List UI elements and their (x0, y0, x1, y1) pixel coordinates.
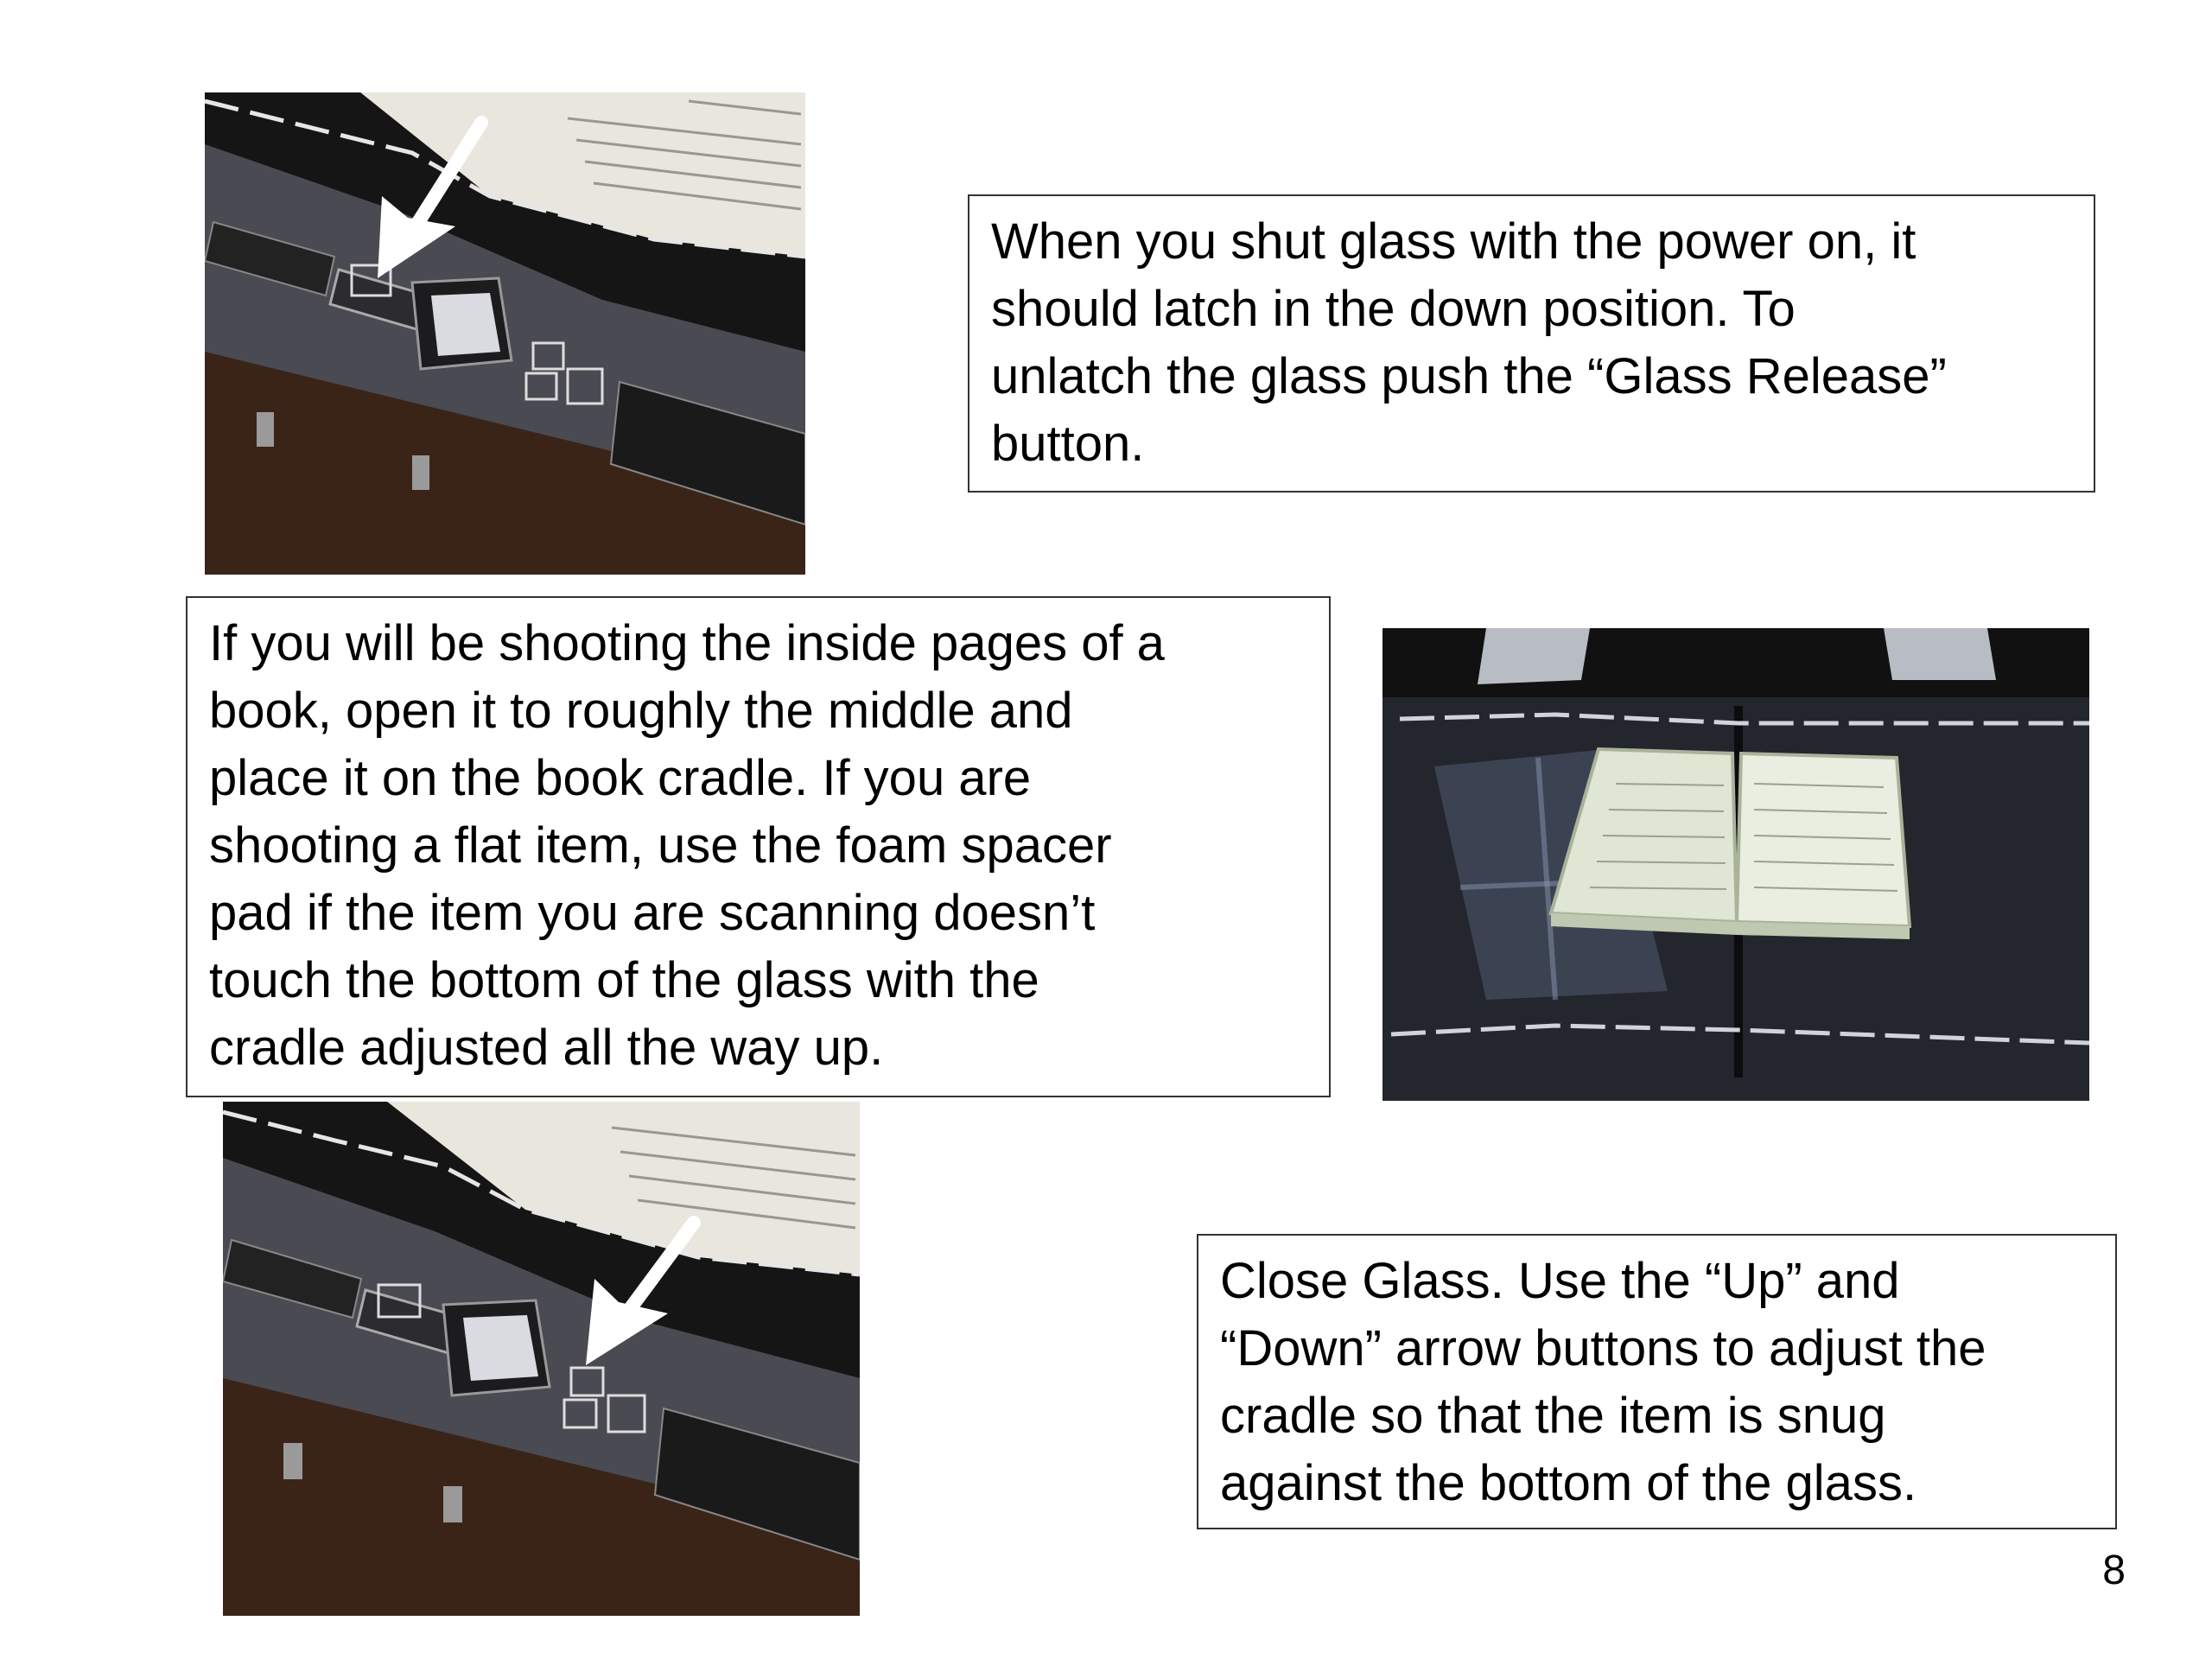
text-line: place it on the book cradle. If you are (209, 750, 1032, 806)
text-line: If you will be shooting the inside pages of a (209, 615, 1165, 671)
cradle-adjust-instructions (1197, 1234, 2117, 1529)
text-line: cradle adjusted all the way up. (209, 1020, 884, 1076)
scanner-panel-photo-glass-release (205, 92, 805, 575)
text-line: against the bottom of the glass. (1220, 1455, 1917, 1511)
book-placement-instructions (186, 596, 1331, 1097)
book-on-cradle-photo (1382, 628, 2089, 1101)
text-line: Close Glass. Use the “Up” and (1220, 1253, 1900, 1309)
text-line: should latch in the down position. To (991, 281, 1796, 337)
text-line: touch the bottom of the glass with the (209, 952, 1039, 1008)
text-line: shooting a flat item, use the foam spacer (209, 817, 1112, 874)
scanner-panel-photo-arrow-buttons (223, 1102, 860, 1616)
text-line: When you shut glass with the power on, it (991, 213, 1916, 270)
text-line: pad if the item you are scanning doesn’t (209, 885, 1096, 941)
text-line: unlatch the glass push the “Glass Release” (991, 348, 1947, 404)
text-line: button. (991, 416, 1145, 472)
page-number: 8 (2102, 1548, 2126, 1593)
glass-release-instructions (968, 194, 2095, 493)
text-line: cradle so that the item is snug (1220, 1388, 1886, 1444)
text-line: “Down” arrow buttons to adjust the (1220, 1320, 1986, 1376)
text-line: book, open it to roughly the middle and (209, 683, 1073, 739)
